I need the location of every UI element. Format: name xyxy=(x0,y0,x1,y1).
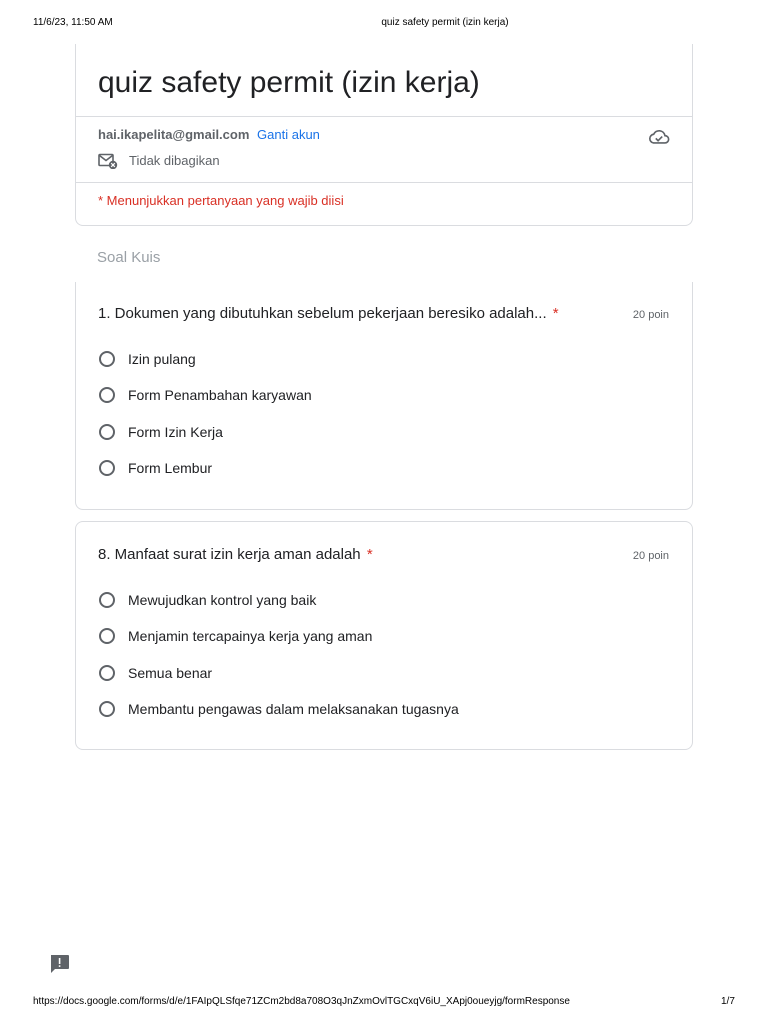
option-label: Semua benar xyxy=(128,665,213,681)
question-title xyxy=(98,305,559,322)
radio-button[interactable] xyxy=(99,701,115,717)
option-label: Form Penambahan karyawan xyxy=(128,387,312,403)
cloud-check-icon xyxy=(648,128,670,146)
option-label: Form Izin Kerja xyxy=(128,424,223,440)
print-url: https://docs.google.com/forms/d/e/1FAIpQLSfqe71ZCm2bd8a708O3qJnZxmOvlTGCxqV6iU_XApj0oueyjg/formResponse xyxy=(33,996,570,1007)
section-title: Soal Kuis xyxy=(97,249,161,266)
question-points: 20 poin xyxy=(632,550,669,562)
account-email: hai.ikapelita@gmail.com xyxy=(98,127,250,142)
radio-button[interactable] xyxy=(99,592,115,608)
report-feedback-icon[interactable] xyxy=(49,954,70,974)
question-points: 20 poin xyxy=(632,309,669,321)
option-label: Membantu pengawas dalam melaksanakan tugasnya xyxy=(128,701,459,717)
radio-option[interactable] xyxy=(99,349,196,369)
mail-not-shared-icon xyxy=(98,153,118,169)
question-title xyxy=(98,546,373,563)
option-label: Menjamin tercapainya kerja yang aman xyxy=(128,628,373,644)
required-note: * Menunjukkan pertanyaan yang wajib diisi xyxy=(98,193,344,208)
divider xyxy=(76,182,692,183)
account-info xyxy=(98,127,320,142)
form-header-card xyxy=(75,44,693,226)
option-label: Mewujudkan kontrol yang baik xyxy=(128,592,317,608)
radio-button[interactable] xyxy=(99,424,115,440)
option-label: Form Lembur xyxy=(128,460,213,476)
question-card xyxy=(75,282,693,510)
required-asterisk: * xyxy=(366,546,373,563)
print-page-number: 1/7 xyxy=(721,996,735,1007)
switch-account-link[interactable]: Ganti akun xyxy=(257,127,320,142)
radio-button[interactable] xyxy=(99,665,115,681)
radio-option[interactable] xyxy=(99,699,459,719)
radio-button[interactable] xyxy=(99,387,115,403)
print-header xyxy=(0,17,768,29)
radio-option[interactable] xyxy=(99,663,212,683)
radio-button[interactable] xyxy=(99,628,115,644)
question-text: 8. Manfaat surat izin kerja aman adalah xyxy=(98,546,361,563)
option-label: Izin pulang xyxy=(128,351,196,367)
print-datetime: 11/6/23, 11:50 AM xyxy=(33,17,113,28)
form-title: quiz safety permit (izin kerja) xyxy=(98,66,480,99)
print-doc-title: quiz safety permit (izin kerja) xyxy=(381,17,509,28)
share-status: Tidak dibagikan xyxy=(129,153,220,168)
radio-button[interactable] xyxy=(99,460,115,476)
divider xyxy=(76,116,692,117)
radio-button[interactable] xyxy=(99,351,115,367)
question-text: 1. Dokumen yang dibutuhkan sebelum pekerjaan beresiko adalah... xyxy=(98,305,547,322)
question-card xyxy=(75,521,693,750)
radio-option[interactable] xyxy=(99,590,316,610)
radio-option[interactable] xyxy=(99,385,312,405)
radio-option[interactable] xyxy=(99,458,212,478)
required-asterisk: * xyxy=(552,305,559,322)
radio-option[interactable] xyxy=(99,422,223,442)
radio-option[interactable] xyxy=(99,626,372,646)
